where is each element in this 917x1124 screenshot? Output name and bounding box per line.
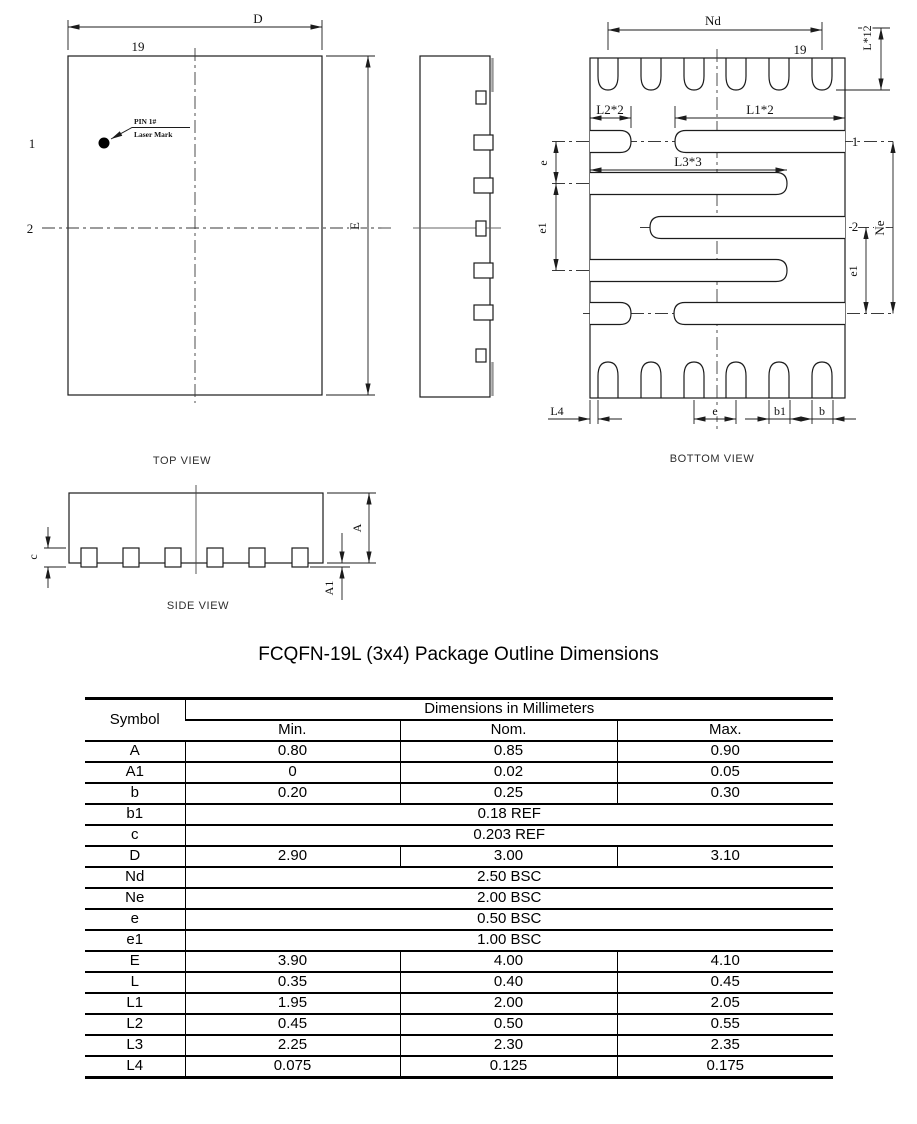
table-row — [85, 993, 833, 1014]
col-header-dimensions: Dimensions in Millimeters — [185, 699, 833, 721]
max-cell: 0.30 — [617, 783, 833, 804]
dim-label-L2: L2*2 — [596, 102, 624, 117]
symbol-cell: L1 — [85, 993, 185, 1014]
min-cell: 1.95 — [185, 993, 400, 1014]
max-cell: 3.10 — [617, 846, 833, 867]
dim-label-c: c — [26, 554, 40, 560]
dim-label-e1-right: e1 — [846, 265, 860, 277]
nom-cell: 0.50 — [400, 1014, 617, 1035]
table-row — [85, 951, 833, 972]
dim-label-L4: L4 — [550, 404, 564, 418]
max-cell: 0.90 — [617, 741, 833, 762]
table-row — [85, 972, 833, 993]
nom-cell: 0.25 — [400, 783, 617, 804]
table-row — [85, 1014, 833, 1035]
max-cell: 2.05 — [617, 993, 833, 1014]
table-row — [85, 1035, 833, 1056]
table-row — [85, 888, 833, 909]
symbol-cell: D — [85, 846, 185, 867]
dim-label-L3: L3*3 — [674, 154, 702, 169]
symbol-cell: e1 — [85, 930, 185, 951]
dimensions-table — [85, 697, 833, 1079]
table-row — [85, 1056, 833, 1078]
pin1-mark-text: PIN 1# — [134, 117, 157, 126]
bottom-view — [535, 13, 893, 465]
min-cell: 0.075 — [185, 1056, 400, 1078]
nom-cell: 2.00 — [400, 993, 617, 1014]
max-cell: 0.05 — [617, 762, 833, 783]
nom-cell: 3.00 — [400, 846, 617, 867]
top-view — [27, 11, 392, 467]
pin1-label-bottom: 1 — [851, 134, 859, 149]
nom-cell: 4.00 — [400, 951, 617, 972]
dim-label-A1: A1 — [322, 580, 336, 596]
max-cell: 0.45 — [617, 972, 833, 993]
side-profile-view — [413, 56, 501, 397]
symbol-cell: L2 — [85, 1014, 185, 1035]
table-row — [85, 804, 833, 825]
nom-cell: 0.125 — [400, 1056, 617, 1078]
symbol-cell: b1 — [85, 804, 185, 825]
col-header-nom: Nom. — [400, 720, 617, 741]
dim-label-e-left: e — [536, 160, 550, 166]
col-header-symbol: Symbol — [85, 699, 185, 742]
min-cell: 0 — [185, 762, 400, 783]
laser-mark-text: Laser Mark — [134, 130, 173, 139]
col-header-max: Max. — [617, 720, 833, 741]
dim-label-D: D — [253, 11, 263, 26]
table-row — [85, 783, 833, 804]
dim-label-L12: L*12 — [860, 25, 874, 51]
symbol-cell: E — [85, 951, 185, 972]
table-row — [85, 825, 833, 846]
nom-cell: 2.30 — [400, 1035, 617, 1056]
max-cell: 4.10 — [617, 951, 833, 972]
nom-cell: 0.02 — [400, 762, 617, 783]
dim-label-Ne: Ne — [872, 220, 887, 236]
pin2-label-bottom: 2 — [851, 219, 859, 234]
value-cell-span: 0.203 REF — [185, 825, 833, 846]
page-title: FCQFN-19L (3x4) Package Outline Dimensions — [258, 644, 659, 665]
min-cell: 0.80 — [185, 741, 400, 762]
col-header-min: Min. — [185, 720, 400, 741]
nom-cell: 0.40 — [400, 972, 617, 993]
dim-label-b: b — [819, 404, 825, 418]
dim-label-A: A — [350, 523, 364, 533]
symbol-cell: L3 — [85, 1035, 185, 1056]
symbol-cell: b — [85, 783, 185, 804]
min-cell: 2.90 — [185, 846, 400, 867]
pin1-label-top: 1 — [28, 136, 36, 151]
symbol-cell: A — [85, 741, 185, 762]
table-row — [85, 930, 833, 951]
value-cell-span: 0.18 REF — [185, 804, 833, 825]
dim-label-L1: L1*2 — [746, 102, 774, 117]
min-cell: 2.25 — [185, 1035, 400, 1056]
value-cell-span: 0.50 BSC — [185, 909, 833, 930]
nom-cell: 0.85 — [400, 741, 617, 762]
table-row — [85, 867, 833, 888]
min-cell: 0.35 — [185, 972, 400, 993]
pin19-label-top: 19 — [131, 39, 145, 54]
dim-label-Nd: Nd — [705, 13, 721, 28]
symbol-cell: c — [85, 825, 185, 846]
dim-label-b1: b1 — [774, 404, 786, 418]
symbol-cell: Ne — [85, 888, 185, 909]
pin2-label-top: 2 — [26, 221, 34, 236]
dim-label-E: E — [347, 222, 362, 230]
table-row — [85, 762, 833, 783]
table-row — [85, 846, 833, 867]
dim-label-e1-left: e1 — [535, 222, 549, 234]
min-cell: 0.45 — [185, 1014, 400, 1035]
top-view-caption: TOP VIEW — [152, 455, 212, 467]
pin19-label-bottom: 19 — [793, 42, 807, 57]
max-cell: 0.55 — [617, 1014, 833, 1035]
pin1-dot — [99, 138, 110, 149]
value-cell-span: 2.50 BSC — [185, 867, 833, 888]
dimensions-table-body — [85, 741, 833, 1078]
symbol-cell: A1 — [85, 762, 185, 783]
symbol-cell: e — [85, 909, 185, 930]
table-row — [85, 909, 833, 930]
symbol-cell: Nd — [85, 867, 185, 888]
max-cell: 0.175 — [617, 1056, 833, 1078]
bottom-view-caption: BOTTOM VIEW — [669, 453, 755, 465]
max-cell: 2.35 — [617, 1035, 833, 1056]
symbol-cell: L4 — [85, 1056, 185, 1078]
min-cell: 3.90 — [185, 951, 400, 972]
side-view-caption: SIDE VIEW — [166, 600, 230, 612]
symbol-cell: L — [85, 972, 185, 993]
min-cell: 0.20 — [185, 783, 400, 804]
table-row — [85, 741, 833, 762]
dim-label-e-bottom: e — [712, 404, 718, 418]
value-cell-span: 1.00 BSC — [185, 930, 833, 951]
side-view — [26, 485, 376, 612]
value-cell-span: 2.00 BSC — [185, 888, 833, 909]
